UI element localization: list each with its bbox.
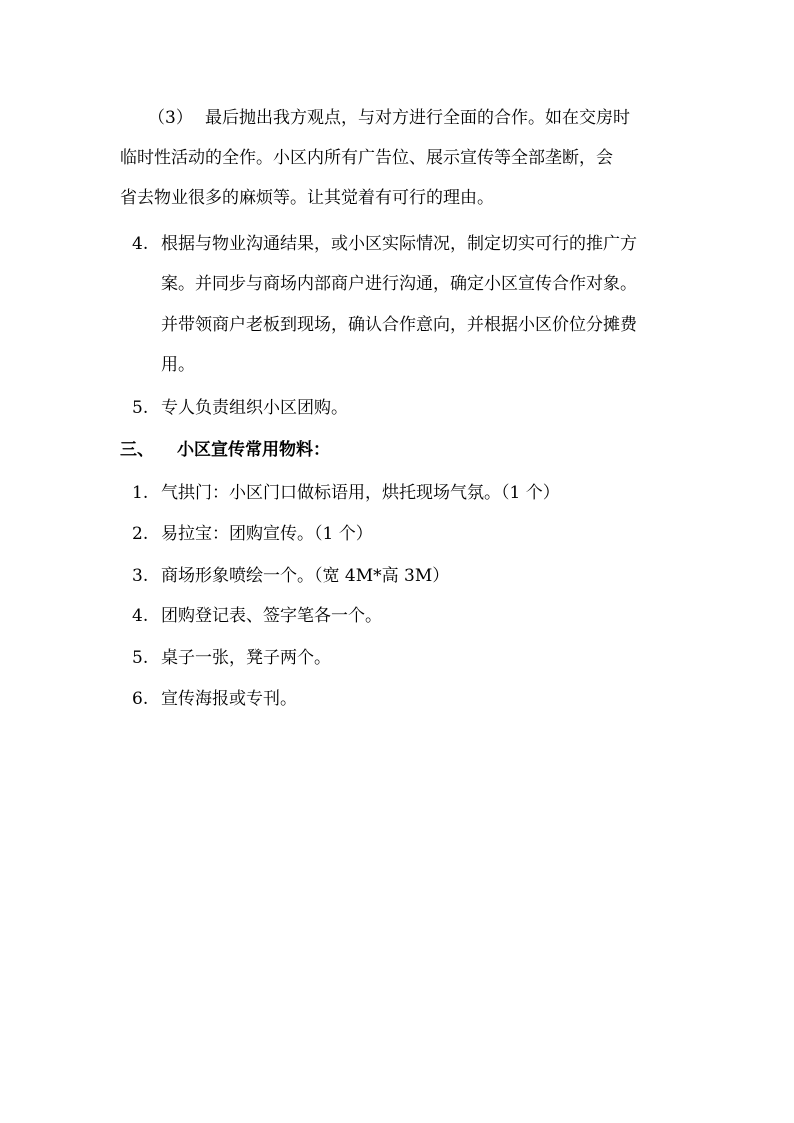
- material-number: 1.: [132, 483, 149, 503]
- item5-text: 专人负责组织小区团购。: [161, 398, 348, 418]
- item4-line2: 案。并同步与商场内部商户进行沟通，确定小区宣传合作对象。: [161, 274, 637, 294]
- material-item: 气拱门：小区门口做标语用，烘托现场气氛。（1 个）: [161, 483, 560, 503]
- material-number: 4.: [132, 606, 149, 626]
- para3-line1: 最后抛出我方观点，与对方进行全面的合作。如在交房时: [205, 108, 630, 128]
- material-number: 6.: [132, 689, 149, 709]
- material-item: 桌子一张，凳子两个。: [161, 648, 331, 668]
- material-number: 3.: [132, 566, 149, 586]
- para3-label: （3）: [148, 108, 193, 128]
- material-item: 商场形象喷绘一个。（宽 4M*高 3M）: [161, 566, 450, 586]
- item4-line4: 用。: [161, 355, 195, 375]
- para3-line3: 省去物业很多的麻烦等。让其觉着有可行的理由。: [120, 188, 494, 208]
- item4-line1: 根据与物业沟通结果，或小区实际情况，制定切实可行的推广方: [161, 234, 637, 254]
- material-item: 宣传海报或专刊。: [161, 689, 297, 709]
- para3-line2: 临时性活动的全作。小区内所有广告位、展示宣传等全部垄断，会: [120, 148, 613, 168]
- item4-line3: 并带领商户老板到现场，确认合作意向，并根据小区价位分摊费: [161, 315, 637, 335]
- section-number: 三、: [120, 440, 154, 460]
- material-number: 2.: [132, 524, 149, 544]
- item4-number: 4.: [132, 234, 149, 254]
- material-number: 5.: [132, 648, 149, 668]
- material-item: 易拉宝：团购宣传。（1 个）: [161, 524, 373, 544]
- material-item: 团购登记表、签字笔各一个。: [161, 606, 382, 626]
- item5-number: 5.: [132, 398, 149, 418]
- section-heading: 小区宣传常用物料：: [177, 440, 330, 460]
